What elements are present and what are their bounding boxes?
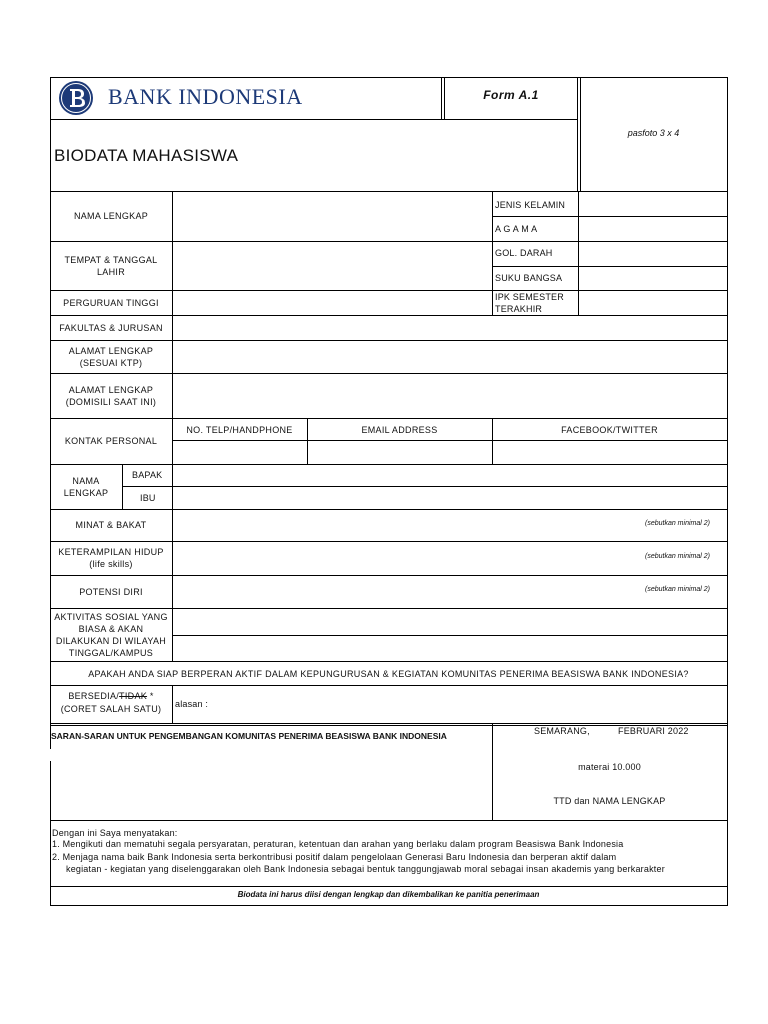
label-tempat-tanggal-lahir: TEMPAT & TANGGAL LAHIR	[64, 254, 158, 277]
input-nama-bapak[interactable]	[173, 465, 727, 486]
divider	[122, 464, 123, 510]
photo-box[interactable]	[580, 77, 727, 192]
label-nama-ortu: NAMA LENGKAP	[63, 475, 109, 498]
label-agama: A G A M A	[495, 224, 538, 234]
input-tempat-tanggal-lahir[interactable]	[173, 242, 492, 290]
photo-placeholder-label: pasfoto 3 x 4	[627, 128, 680, 138]
divider	[172, 685, 173, 723]
header-social: FACEBOOK/TWITTER	[561, 424, 658, 435]
divider	[441, 77, 442, 120]
label-keterampilan-hidup: KETERAMPILAN HIDUP (life skills)	[58, 547, 164, 569]
label-aktivitas-sosial: AKTIVITAS SOSIAL YANG BIASA & AKAN DILAKUKAN DI WILAYAH TINGGAL/KAMPUS	[54, 612, 168, 658]
declaration-item-2-cont: kegiatan - kegiatan yang diselenggarakan oleh Bank Indonesia sebagai bentuk tanggungjawab moral sebagai insan akademis yang berkarakter	[66, 864, 665, 874]
label-suku-bangsa: SUKU BANGSA	[495, 273, 563, 283]
input-suku-bangsa[interactable]	[579, 267, 727, 290]
header-phone: NO. TELP/HANDPHONE	[186, 424, 293, 435]
label-bapak: BAPAK	[132, 470, 163, 480]
logo-text: BANK INDONESIA	[108, 84, 303, 109]
input-perguruan-tinggi[interactable]	[173, 291, 492, 315]
input-keterampilan-hidup[interactable]	[173, 542, 727, 575]
label-fakultas-jurusan: FAKULTAS & JURUSAN	[59, 322, 163, 333]
label-ibu: IBU	[140, 493, 156, 503]
input-alasan[interactable]	[213, 686, 727, 723]
divider	[492, 191, 493, 316]
frame-left-upper	[50, 77, 51, 749]
input-agama[interactable]	[579, 217, 727, 241]
page-title: BIODATA MAHASISWA	[54, 146, 239, 165]
input-alamat-ktp[interactable]	[173, 341, 727, 373]
input-potensi-diri[interactable]	[173, 576, 727, 608]
frame-bottom	[50, 905, 728, 906]
label-alasan: alasan :	[175, 699, 209, 709]
signature-city: SEMARANG,	[534, 726, 590, 736]
option-bersedia[interactable]: BERSEDIA/	[68, 691, 120, 701]
declaration-item-2: 2. Menjaga nama baik Bank Indonesia serta berkontribusi positif dalam pengelolaan Generasi Baru Indonesia dan berperan aktif dalam	[52, 852, 617, 862]
input-saran[interactable]	[51, 745, 491, 819]
label-alamat-ktp: ALAMAT LENGKAP (SESUAI KTP)	[68, 345, 154, 368]
input-gol-darah[interactable]	[579, 242, 727, 266]
declaration-item-1: 1. Mengikuti dan mematuhi segala persyaratan, peraturan, ketentuan dan arahan yang berlaku dalam program Beasiswa Bank Indonesia	[52, 839, 624, 849]
input-phone[interactable]	[173, 441, 307, 464]
label-perguruan-tinggi: PERGURUAN TINGGI	[63, 297, 159, 308]
label-alamat-domisili: ALAMAT LENGKAP (DOMISILI SAAT INI)	[65, 384, 157, 407]
label-minat-bakat: MINAT & BAKAT	[75, 520, 147, 530]
declaration-intro: Dengan ini Saya menyatakan:	[52, 828, 178, 838]
hint-minat: (sebutkan minimal 2)	[645, 520, 710, 527]
signature-label: TTD dan NAMA LENGKAP	[553, 796, 666, 806]
input-aktivitas-sosial-2[interactable]	[173, 636, 727, 661]
label-kontak-personal: KONTAK PERSONAL	[64, 436, 158, 446]
option-tidak[interactable]: TIDAK	[119, 691, 148, 701]
strike-instruction: (CORET SALAH SATU)	[60, 704, 162, 714]
label-potensi-diri: POTENSI DIRI	[79, 586, 143, 597]
input-nama-lengkap[interactable]	[173, 192, 492, 241]
bank-indonesia-logo-icon	[58, 80, 94, 116]
input-email[interactable]	[308, 441, 492, 464]
input-alamat-domisili[interactable]	[173, 374, 727, 418]
input-social[interactable]	[493, 441, 727, 464]
divider	[50, 820, 728, 821]
input-jenis-kelamin[interactable]	[579, 192, 727, 216]
input-nama-ibu[interactable]	[173, 487, 727, 509]
divider	[50, 886, 728, 887]
label-saran: SARAN-SARAN UNTUK PENGEMBANGAN KOMUNITAS PENERIMA BEASISWA BANK INDONESIA	[51, 731, 447, 741]
form-code: Form A.1	[483, 88, 539, 102]
input-ipk[interactable]	[579, 291, 727, 315]
label-ipk: IPK SEMESTER TERAKHIR	[495, 292, 564, 314]
input-fakultas-jurusan[interactable]	[173, 316, 727, 340]
willingness-choice[interactable]	[50, 690, 172, 716]
asterisk: *	[147, 691, 154, 701]
label-gol-darah: GOL. DARAH	[495, 248, 553, 258]
label-jenis-kelamin: JENIS KELAMIN	[495, 200, 566, 210]
divider	[50, 119, 578, 120]
stamp-label: materai 10.000	[578, 762, 641, 772]
divider	[50, 723, 728, 724]
footer-note: Biodata ini harus diisi dengan lengkap dan dikembalikan ke panitia penerimaan	[237, 890, 540, 899]
input-minat-bakat[interactable]	[173, 510, 727, 541]
label-nama-lengkap: NAMA LENGKAP	[73, 211, 149, 221]
hint-keterampilan: (sebutkan minimal 2)	[645, 553, 710, 560]
signature-date: FEBRUARI 2022	[618, 726, 689, 736]
community-question: APAKAH ANDA SIAP BERPERAN AKTIF DALAM KEPUNGURUSAN & KEGIATAN KOMUNITAS PENERIMA BEASISWA BANK INDONESIA?	[88, 668, 689, 679]
frame-right	[727, 77, 728, 906]
hint-potensi: (sebutkan minimal 2)	[645, 586, 710, 593]
header-email: EMAIL ADDRESS	[361, 424, 438, 435]
input-aktivitas-sosial-1[interactable]	[173, 609, 727, 635]
